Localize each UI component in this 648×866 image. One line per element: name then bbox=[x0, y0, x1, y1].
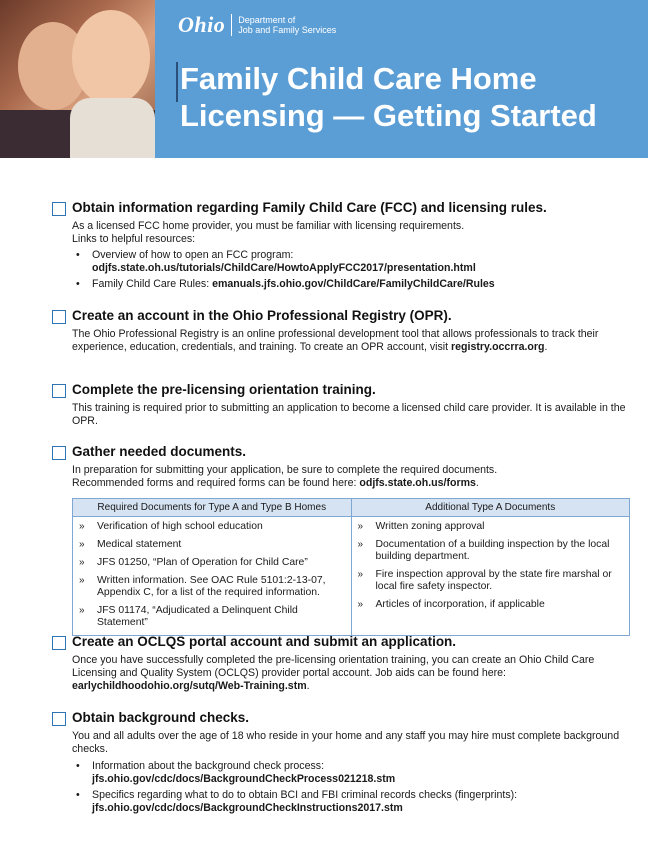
section-text: Once you have successfully completed the pre-licensing orientation training, you can create an Ohio Child Care Licensing and Quality System (OCLQS) provider portal account. Job aids can be found here: earlychildhoodohio.org/sutq/Web-Training.stm. bbox=[72, 654, 595, 692]
section-text: Recommended forms and required forms can be found here: odjfs.state.oh.us/forms. bbox=[72, 477, 479, 489]
section-heading: Obtain background checks. bbox=[72, 710, 250, 725]
resource-link[interactable]: emanuals.jfs.ohio.gov/ChildCare/FamilyChildCare/Rules bbox=[212, 278, 495, 290]
section-heading: Gather needed documents. bbox=[72, 444, 247, 459]
section-text: In preparation for submitting your application, be sure to complete the required documents. bbox=[72, 464, 498, 476]
section-text: As a licensed FCC home provider, you must be familiar with licensing requirements. bbox=[72, 220, 465, 232]
resource-link[interactable]: jfs.ohio.gov/cdc/docs/BackgroundCheckProcess021218.stm bbox=[92, 773, 396, 785]
checkbox[interactable] bbox=[52, 384, 66, 398]
section-text: The Ohio Professional Registry is an online professional development tool that allows professionals to track their experience, education, credentials, and training. To create an OPR account, visit registry.occrra.org. bbox=[72, 328, 599, 353]
list-item: • Family Child Care Rules: emanuals.jfs.ohio.gov/ChildCare/FamilyChildCare/Rules bbox=[72, 278, 632, 291]
documents-table bbox=[72, 498, 630, 636]
table-header: Required Documents for Type A and Type B Homes bbox=[73, 499, 352, 517]
section-text: You and all adults over the age of 18 who reside in your home and any staff you may hire must complete background checks. bbox=[72, 730, 620, 755]
section-heading: Create an account in the Ohio Professional Registry (OPR). bbox=[72, 308, 452, 323]
table-item: » Fire inspection approval by the state fire marshal or local fire safety inspector. bbox=[357, 569, 612, 592]
checkbox[interactable] bbox=[52, 202, 66, 216]
table-item: » JFS 01250, “Plan of Operation for Child Care” bbox=[79, 557, 308, 568]
checkbox[interactable] bbox=[52, 446, 66, 460]
header-photo bbox=[0, 0, 155, 158]
table-item: » Written information. See OAC Rule 5101:2-13-07, Appendix C, for a list of the required information. bbox=[79, 575, 326, 598]
table-item: » Documentation of a building inspection by the local building department. bbox=[357, 539, 610, 562]
checkbox[interactable] bbox=[52, 310, 66, 324]
title-line-2: Licensing — Getting Started bbox=[180, 98, 597, 133]
checkbox[interactable] bbox=[52, 636, 66, 650]
resource-link[interactable]: odjfs.state.oh.us/tutorials/ChildCare/HowtoApplyFCC2017/presentation.html bbox=[92, 262, 476, 274]
checkbox[interactable] bbox=[52, 712, 66, 726]
section-heading: Complete the pre-licensing orientation training. bbox=[72, 382, 376, 397]
table-item: » Written zoning approval bbox=[357, 521, 485, 532]
title-line-1: Family Child Care Home bbox=[180, 61, 537, 96]
logo-word: Ohio bbox=[178, 12, 226, 37]
table-item: » Verification of high school education bbox=[79, 521, 263, 532]
list-item: • Overview of how to open an FCC program: odjfs.state.oh.us/tutorials/ChildCare/HowtoApplyFCC2017/presentation.html bbox=[72, 249, 632, 275]
page-title bbox=[180, 60, 597, 134]
section-text: Links to helpful resources: bbox=[72, 233, 196, 245]
table-item: » Medical statement bbox=[79, 539, 182, 550]
section-heading: Obtain information regarding Family Child Care (FCC) and licensing rules. bbox=[72, 200, 547, 215]
table-item: » Articles of incorporation, if applicable bbox=[357, 599, 545, 610]
resource-link[interactable]: odjfs.state.oh.us/forms bbox=[359, 477, 476, 489]
dept-line-1: Department of bbox=[238, 15, 296, 25]
dept-line-2: Job and Family Services bbox=[238, 25, 337, 35]
list-item: • Information about the background check process: jfs.ohio.gov/cdc/docs/BackgroundCheckProcess021218.stm bbox=[72, 760, 632, 786]
section-heading: Create an OCLQS portal account and submit an application. bbox=[72, 634, 457, 649]
table-item: » JFS 01174, “Adjudicated a Delinquent Child Statement” bbox=[79, 605, 298, 628]
resource-link[interactable]: jfs.ohio.gov/cdc/docs/BackgroundCheckInstructions2017.stm bbox=[92, 802, 403, 814]
text-cursor bbox=[176, 62, 178, 102]
ohio-jfs-logo bbox=[178, 12, 336, 38]
section-text: This training is required prior to submitting an application to become a licensed child care provider. It is available in the OPR. bbox=[72, 402, 626, 427]
table-header: Additional Type A Documents bbox=[351, 499, 630, 517]
resource-link[interactable]: registry.occrra.org bbox=[451, 341, 545, 353]
header-banner bbox=[0, 0, 648, 158]
resource-link[interactable]: earlychildhoodohio.org/sutq/Web-Training.stm bbox=[72, 680, 307, 692]
list-item: • Specifics regarding what to do to obtain BCI and FBI criminal records checks (fingerprints): jfs.ohio.gov/cdc/docs/BackgroundCheckInstructions2017.stm bbox=[72, 789, 632, 815]
